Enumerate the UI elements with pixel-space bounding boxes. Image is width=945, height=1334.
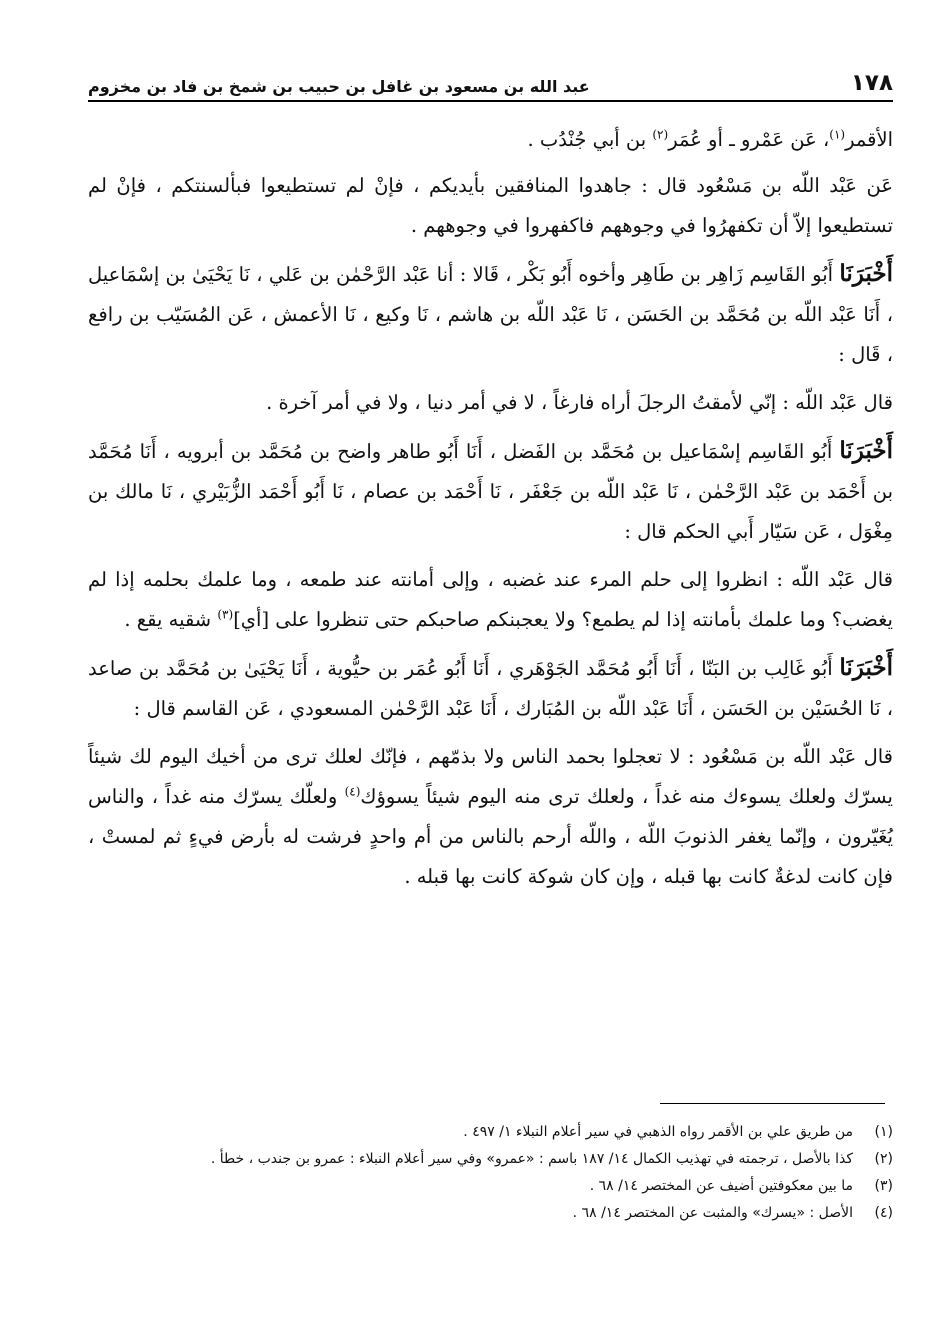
footnote-1	[88, 1119, 893, 1146]
running-title: عبد الله بن مسعود بن غافل بن حبيب بن شمخ بن فاد بن مخزوم	[88, 77, 590, 96]
paragraph-1-text-b: ، عَن عَمْرو ـ أو عُمَر	[668, 128, 830, 151]
paragraph-1-text-a: الأقمر	[845, 128, 893, 151]
footnote-number: (٢)	[874, 1151, 893, 1167]
paragraph-7-text: أَبُو غَالِب بن البَنّا ، أَنَا أَبُو مُحَمَّد الجَوْهَري ، أَنَا أَبُو عُمَر بن حيُّوية ، أَنَا يَحْيَىٰ بن مُحَمَّد بن صاعد ، نَا الحُسَيْن بن الحَسَن ، أَنَا عَبْد اللّه بن المُبَارك ، أَنَا عَبْد الرَّحْمٰن المسعودي ، عَن القاسم قال :	[88, 657, 893, 720]
isnad-lead-word: أَخْبَرَنَا	[839, 437, 893, 464]
paragraph-6-text-a: قال عَبْد اللّه : انظروا إلى حلم المرء عند غضبه ، وإلى أمانته عند طمعه ، وما علمك بحلمه إذا لم يغضب؟ وما علمك بأمانته إذا لم يطمع؟ ولا يعجبنكم صاحبكم حتى تنظروا على [أي]	[88, 568, 893, 631]
paragraph-7	[88, 648, 893, 729]
footnote-number: (٣)	[874, 1178, 893, 1194]
footnote-text: من طريق علي بن الأقمر رواه الذهبي في سير أعلام النبلاء ١/ ٤٩٧ .	[463, 1124, 853, 1140]
footnote-number: (٤)	[874, 1205, 893, 1221]
paragraph-6-text-b: شقيه يقع .	[124, 608, 218, 631]
paragraph-1-text-c: بن أبي جُنْدُب .	[527, 128, 653, 151]
paragraph-8-text-a: قال عَبْد اللّه بن مَسْعُود : لا تعجلوا بحمد الناس ولا بذمّهم ، فإنّك لعلك ترى من أخيك اليوم لك شيئاً يسرّك ولعلك يسوءك منه غداً ، ولعلك ترى منه اليوم شيئاً يسوؤك	[88, 745, 893, 808]
paragraph-6	[88, 560, 893, 640]
page-number: ١٧٨	[850, 70, 893, 96]
paragraph-5-text: أَبُو القَاسِم إسْمَاعيل بن مُحَمَّد بن الفَضل ، أَنَا أَبُو طاهر واضح بن مُحَمَّد بن أبرويه ، أَنَا مُحَمَّد بن أَحْمَد بن عَبْد الرَّحْمٰن ، نَا عَبْد اللّه بن جَعْفَر ، نَا أَحْمَد بن عصام ، نَا أَبُو أَحْمَد الزُّبَيْري ، نَا مالك بن مِغْوَل ، عَن سَيّار أَبي الحكم قال :	[88, 440, 893, 543]
footnote-ref-4[interactable]: (٤)	[344, 784, 361, 799]
paragraph-8-text-b: ولعلّك يسرّك منه غداً ، والناس يُغَيّرون ، وإنّما يغفر الذنوبَ اللّه ، واللّه أرحم بالناس من أم واحدٍ فرشت له بأرض فيءٍ ثم لمستْ ، فإن كانت لدغةٌ كانت بها قبله ، وإن كان شوكة كانت بها قبله .	[88, 785, 893, 888]
footnote-ref-1[interactable]: (١)	[829, 127, 846, 142]
paragraph-3-text: أَبُو القَاسِم زَاهِر بن طَاهِر وأخوه أَبُو بَكْر ، قَالا : أنا عَبْد الرَّحْمٰن بن عَلي ، نَا يَحْيَىٰ بن إسْمَاعيل ، أَنَا عَبْد اللّه بن مُحَمَّد بن الحَسَن ، نَا عَبْد اللّه بن هاشم ، نَا وكيع ، نَا الأعمش ، عَن المُسَيّب بن رافع ، قَال :	[88, 263, 893, 366]
page-header	[88, 62, 893, 102]
footnote-ref-2[interactable]: (٢)	[652, 127, 669, 142]
footnote-2	[88, 1146, 893, 1173]
footnote-text: ما بين معكوفتين أضيف عن المختصر ١٤/ ٦٨ .	[589, 1178, 853, 1194]
paragraph-1	[88, 120, 893, 160]
paragraph-3	[88, 254, 893, 375]
paragraph-4: قال عَبْد اللّه : إنّي لأمقتُ الرجلَ أراه فارغاً ، لا في أمر دنيا ، ولا في أمر آخرة .	[266, 391, 893, 414]
paragraph-8	[88, 737, 893, 897]
isnad-lead-word: أَخْبَرَنَا	[839, 260, 893, 287]
footnote-3	[88, 1173, 893, 1200]
footnote-divider	[660, 1103, 885, 1104]
footnote-text: كذا بالأصل ، ترجمته في تهذيب الكمال ١٤/ ١٨٧ باسم : «عمرو» وفي سير أعلام النبلاء : عمرو بن جندب ، خطأ .	[210, 1151, 853, 1167]
footnotes	[88, 1119, 893, 1227]
footnote-ref-3[interactable]: (٣)	[217, 607, 234, 622]
main-text	[88, 120, 893, 905]
footnote-text: الأصل : «يسرك» والمثبت عن المختصر ١٤/ ٦٨ .	[572, 1205, 853, 1221]
footnote-number: (١)	[874, 1124, 893, 1140]
isnad-lead-word: أَخْبَرَنَا	[839, 654, 893, 681]
footnote-4	[88, 1200, 893, 1227]
paragraph-5	[88, 431, 893, 552]
paragraph-2: عَن عَبْد اللّه بن مَسْعُود قال : جاهدوا المنافقين بأيديكم ، فإنْ لم تستطيعوا فبألسنتكم ، فإنْ لم تستطيعوا إلاّ أن تكفهرُوا في وجوههم فاكفهروا في وجوههم .	[88, 174, 893, 237]
